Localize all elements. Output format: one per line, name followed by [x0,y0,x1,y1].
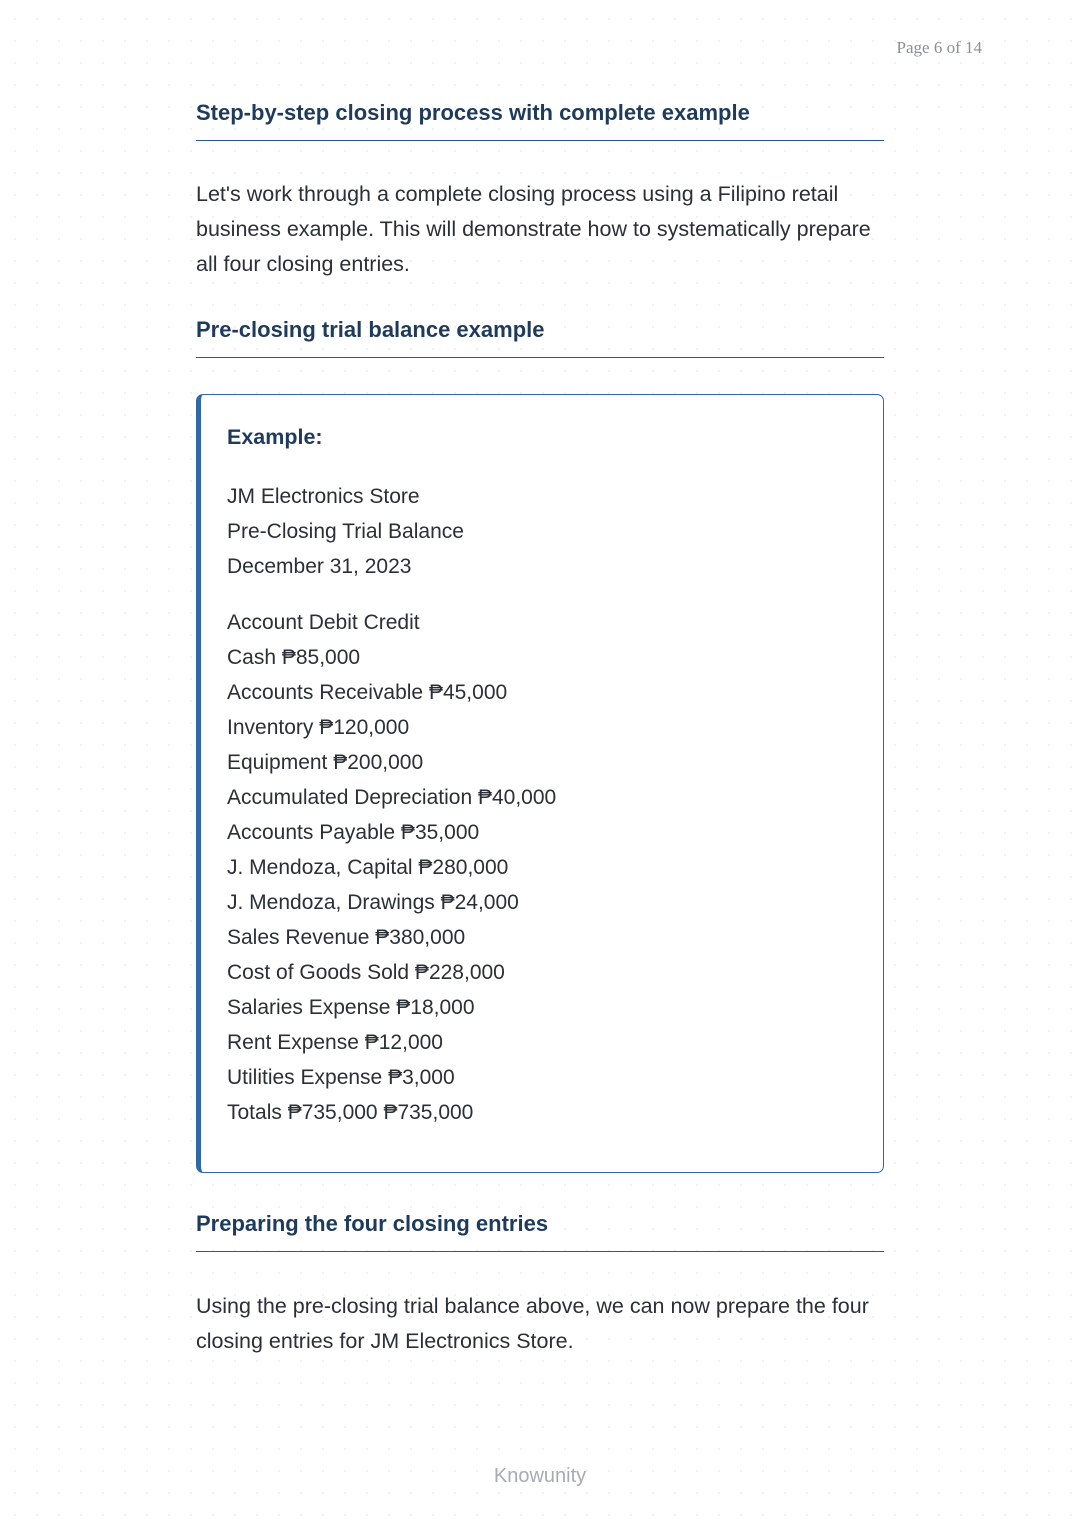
account-row: Cash ₱85,000 [227,646,361,669]
closing-entries-paragraph: Using the pre-closing trial balance above, we can now prepare the four closing entries for JM Electronics Store. [196,1294,869,1353]
account-row: Accounts Payable ₱35,000 [227,821,480,844]
section-heading-closing-entries: Preparing the four closing entries [196,1211,884,1252]
account-row: Equipment ₱200,000 [227,751,424,774]
intro-paragraph: Let's work through a complete closing process using a Filipino retail business example. This will demonstrate how to systematically prepare all four closing entries. [196,182,871,276]
report-name: Pre-Closing Trial Balance [227,520,464,543]
report-date: December 31, 2023 [227,555,412,578]
example-title: Example: [227,425,323,449]
account-row: Inventory ₱120,000 [227,716,410,739]
column-header: Account Debit Credit [227,611,420,634]
account-row: Sales Revenue ₱380,000 [227,926,466,949]
footer-brand: Knowunity [493,1465,587,1487]
trial-balance-header [227,479,464,584]
page-number: Page 6 of 14 [896,38,982,57]
example-box [196,394,884,1173]
account-row: J. Mendoza, Capital ₱280,000 [227,856,509,879]
account-row: Accumulated Depreciation ₱40,000 [227,786,557,809]
account-row: Utilities Expense ₱3,000 [227,1066,455,1089]
account-row: Accounts Receivable ₱45,000 [227,681,508,704]
section-heading-closing-process: Step-by-step closing process with complete example [196,100,884,141]
account-row: J. Mendoza, Drawings ₱24,000 [227,891,519,914]
account-row: Cost of Goods Sold ₱228,000 [227,961,505,984]
totals-row: Totals ₱735,000 ₱735,000 [227,1101,474,1124]
account-row: Rent Expense ₱12,000 [227,1031,443,1054]
section-heading-trial-balance: Pre-closing trial balance example [196,317,884,358]
company-name: JM Electronics Store [227,485,420,508]
trial-balance-body [227,605,556,1130]
account-row: Salaries Expense ₱18,000 [227,996,475,1019]
